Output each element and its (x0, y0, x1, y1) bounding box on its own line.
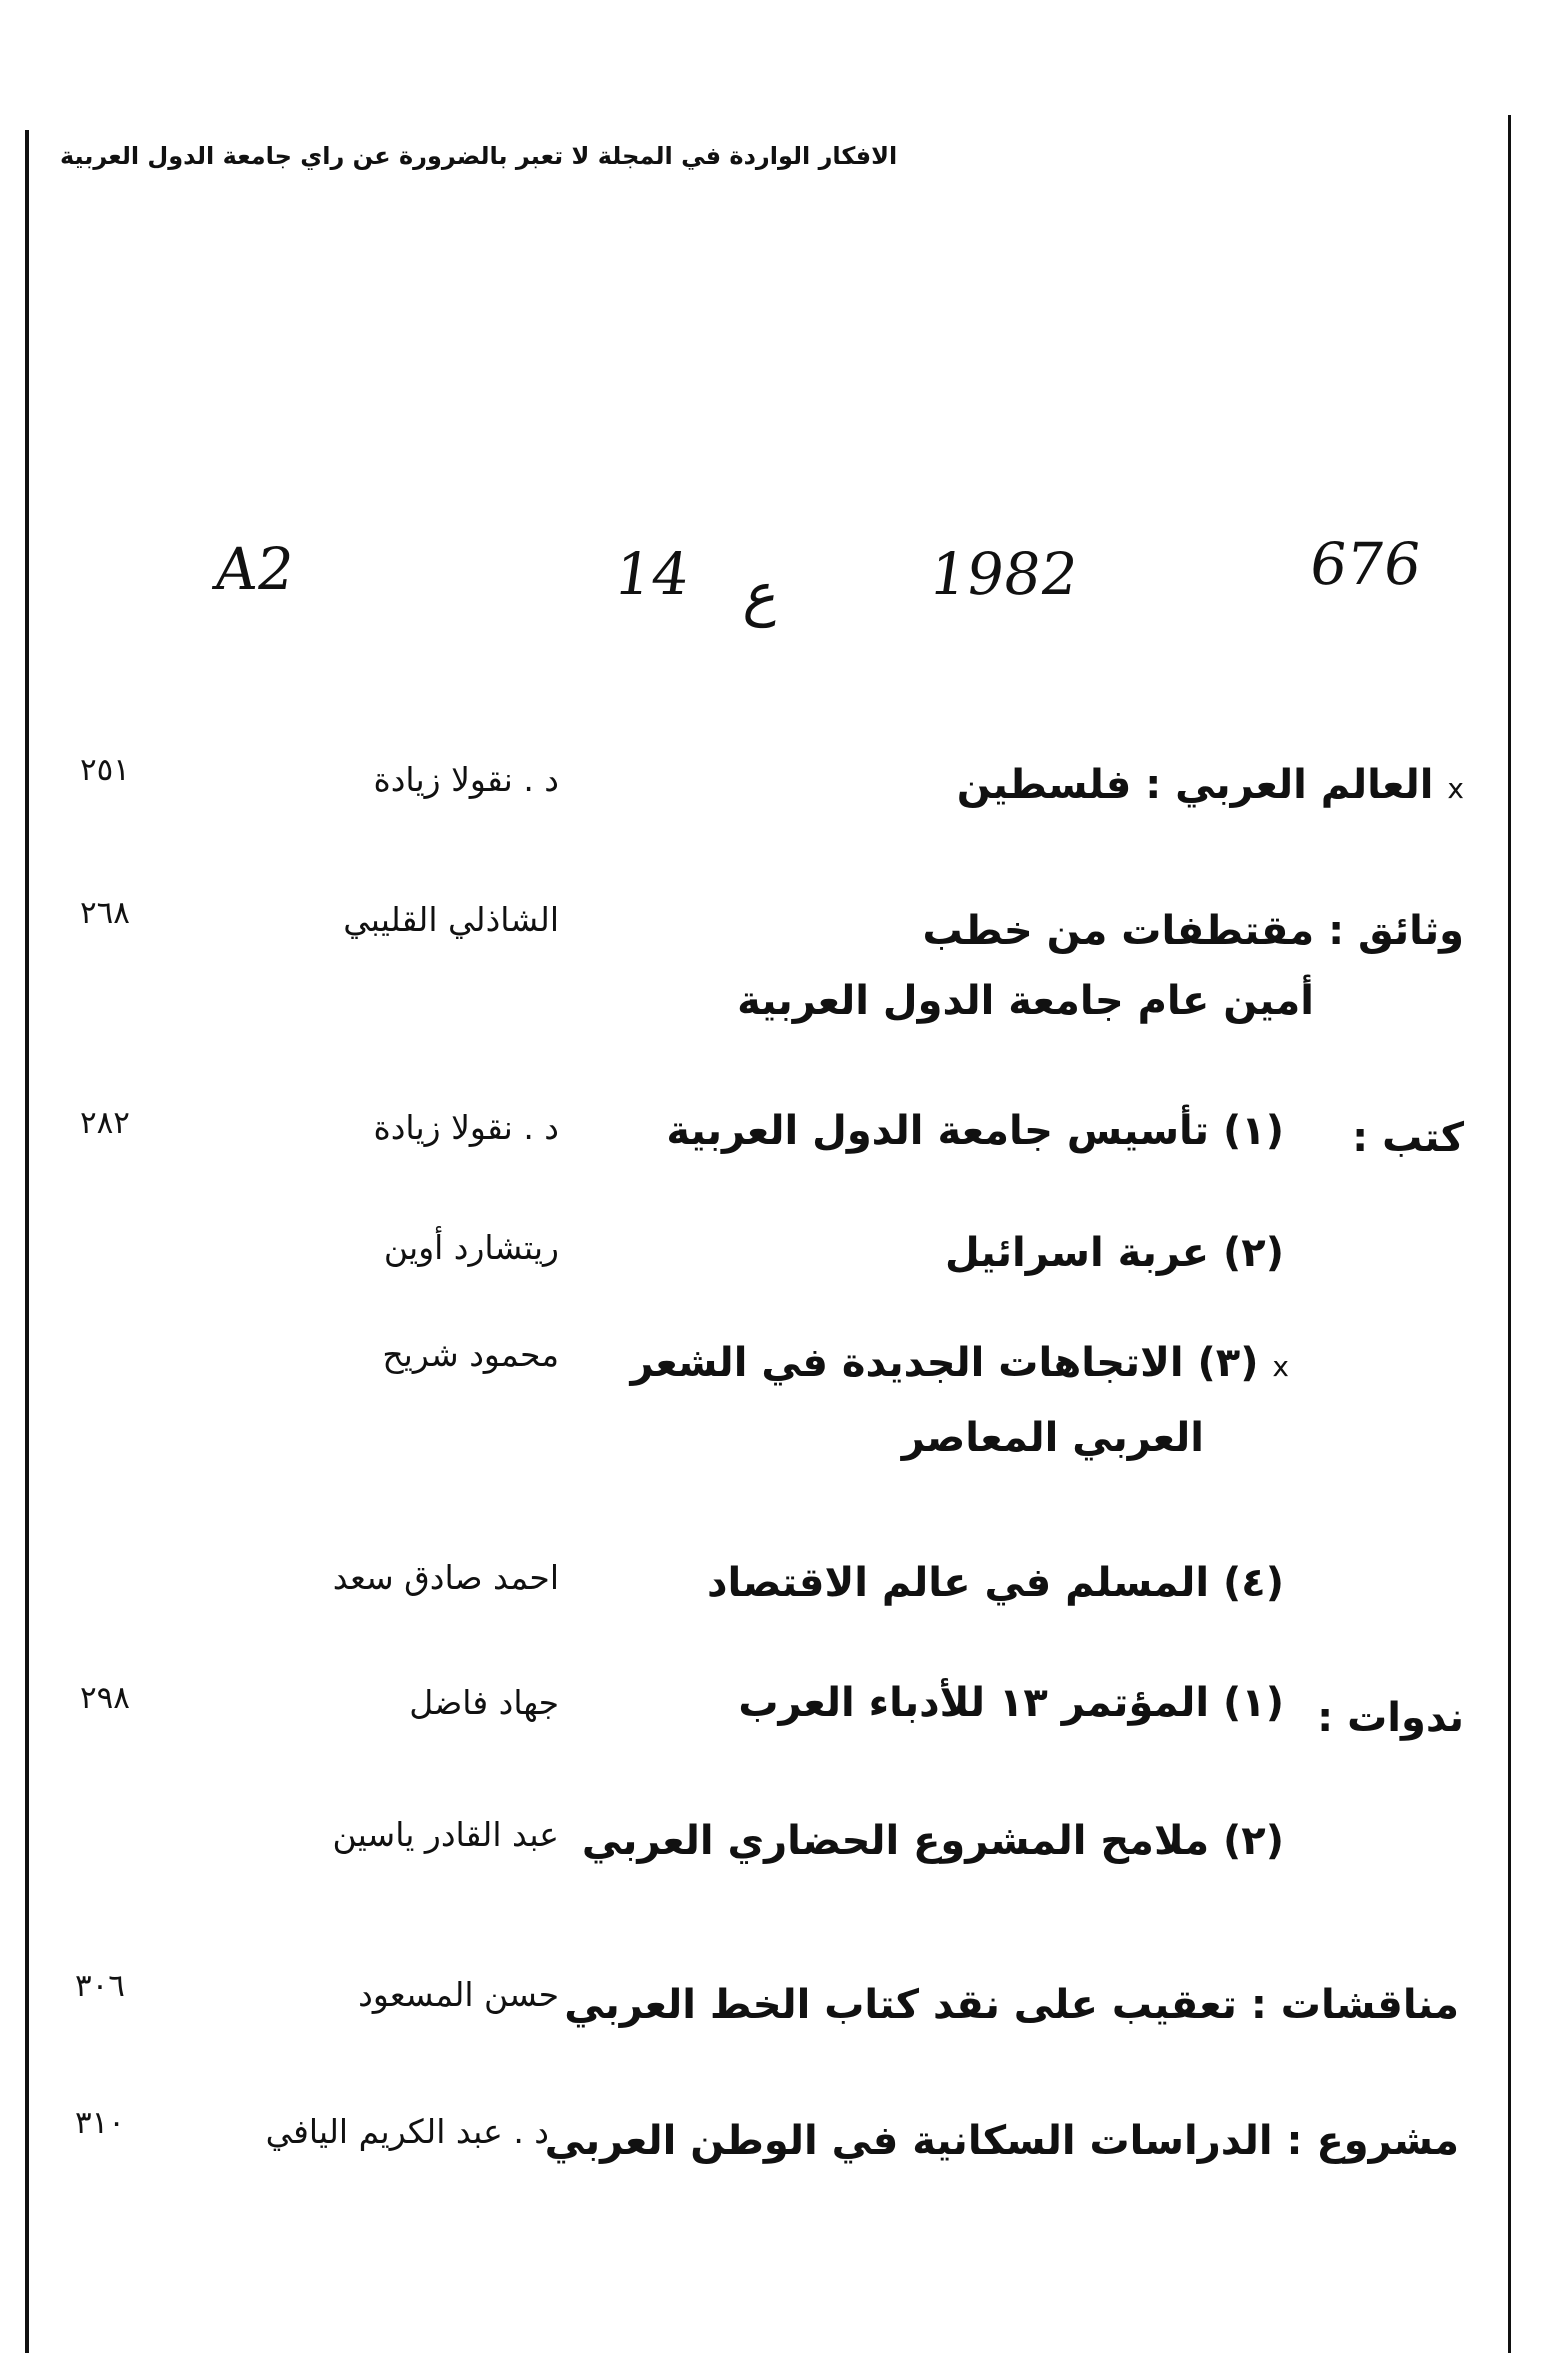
entry-title: تعقيب على نقد كتاب الخط العربي (564, 1982, 1237, 2028)
book-3-title: x (٣) الاتجاهات الجديدة في الشعر (630, 1340, 1289, 1386)
section-discussions-heading (564, 1982, 1459, 2028)
page-number: ٣٠٦ (75, 1968, 125, 2004)
entry-author: د . نقولا زيادة (373, 760, 559, 799)
entry-title-continuation: أمين عام جامعة الدول العربية (737, 978, 1314, 1024)
entry-author: د . عبد الكريم اليافي (265, 2112, 549, 2151)
section-project-heading (545, 2118, 1459, 2164)
handwritten-letter: ع (740, 560, 785, 628)
entry-author: احمد صادق سعد (332, 1558, 559, 1597)
page-number: ٣١٠ (75, 2105, 125, 2141)
section-label: مناقشات : (1250, 1982, 1459, 2028)
left-margin-rule (25, 130, 29, 2353)
section-seminars-label: ندوات : (1317, 1695, 1464, 1741)
book-1-title: (١) تأسيس جامعة الدول العربية (666, 1108, 1284, 1154)
item-number: (١) (1223, 1108, 1284, 1154)
checkmark-icon: x (1272, 1350, 1289, 1383)
section-label: وثائق : (1328, 908, 1464, 954)
page-number: ٢٨٢ (80, 1105, 130, 1141)
seminar-2-title: (٢) ملامح المشروع الحضاري العربي (581, 1818, 1284, 1864)
item-number: (٤) (1223, 1560, 1284, 1606)
handwritten-id: 676 (1305, 530, 1426, 598)
header-disclaimer: الافكار الواردة في المجلة لا تعبر بالضرورة عن راي جامعة الدول العربية (60, 142, 898, 170)
entry-author: د . نقولا زيادة (373, 1108, 559, 1147)
entry-title-continuation: العربي المعاصر (901, 1415, 1204, 1461)
section-books-label: كتب : (1352, 1115, 1464, 1161)
section-label: مشروع : (1286, 2118, 1459, 2164)
section-palestine-heading (957, 762, 1464, 808)
entry-title: فلسطين (956, 762, 1132, 808)
handwritten-code: A2 (210, 535, 299, 603)
item-number: (١) (1223, 1680, 1284, 1726)
handwritten-number: 14 (610, 540, 694, 608)
entry-author: عبد القادر ياسين (332, 1815, 559, 1854)
book-4-title: (٤) المسلم في عالم الاقتصاد (706, 1560, 1284, 1606)
item-number: (٢) (1223, 1230, 1284, 1276)
section-documents-heading (923, 908, 1464, 954)
checkmark-icon: x (1447, 772, 1464, 805)
handwritten-year: 1982 (925, 540, 1083, 608)
right-margin-rule (1508, 115, 1511, 2353)
page-number: ٢٩٨ (80, 1680, 130, 1716)
entry-author: محمود شريح (382, 1335, 559, 1374)
entry-title: الدراسات السكانية في الوطن العربي (544, 2118, 1273, 2164)
section-label: العالم العربي : (1145, 762, 1434, 808)
entry-author: الشاذلي القليبي (343, 900, 559, 939)
entry-author: جهاد فاضل (409, 1683, 559, 1722)
item-number: (٣) (1197, 1340, 1259, 1386)
entry-author: ريتشارد أوين (383, 1228, 559, 1267)
item-number: (٢) (1223, 1818, 1284, 1864)
page-number: ٢٥١ (80, 752, 130, 788)
entry-title: مقتطفات من خطب (922, 908, 1315, 954)
book-2-title: (٢) عربة اسرائيل (944, 1230, 1284, 1276)
page-number: ٢٦٨ (80, 895, 130, 931)
entry-author: حسن المسعود (358, 1975, 559, 2014)
seminar-1-title: (١) المؤتمر ١٣ للأدباء العرب (738, 1680, 1284, 1726)
